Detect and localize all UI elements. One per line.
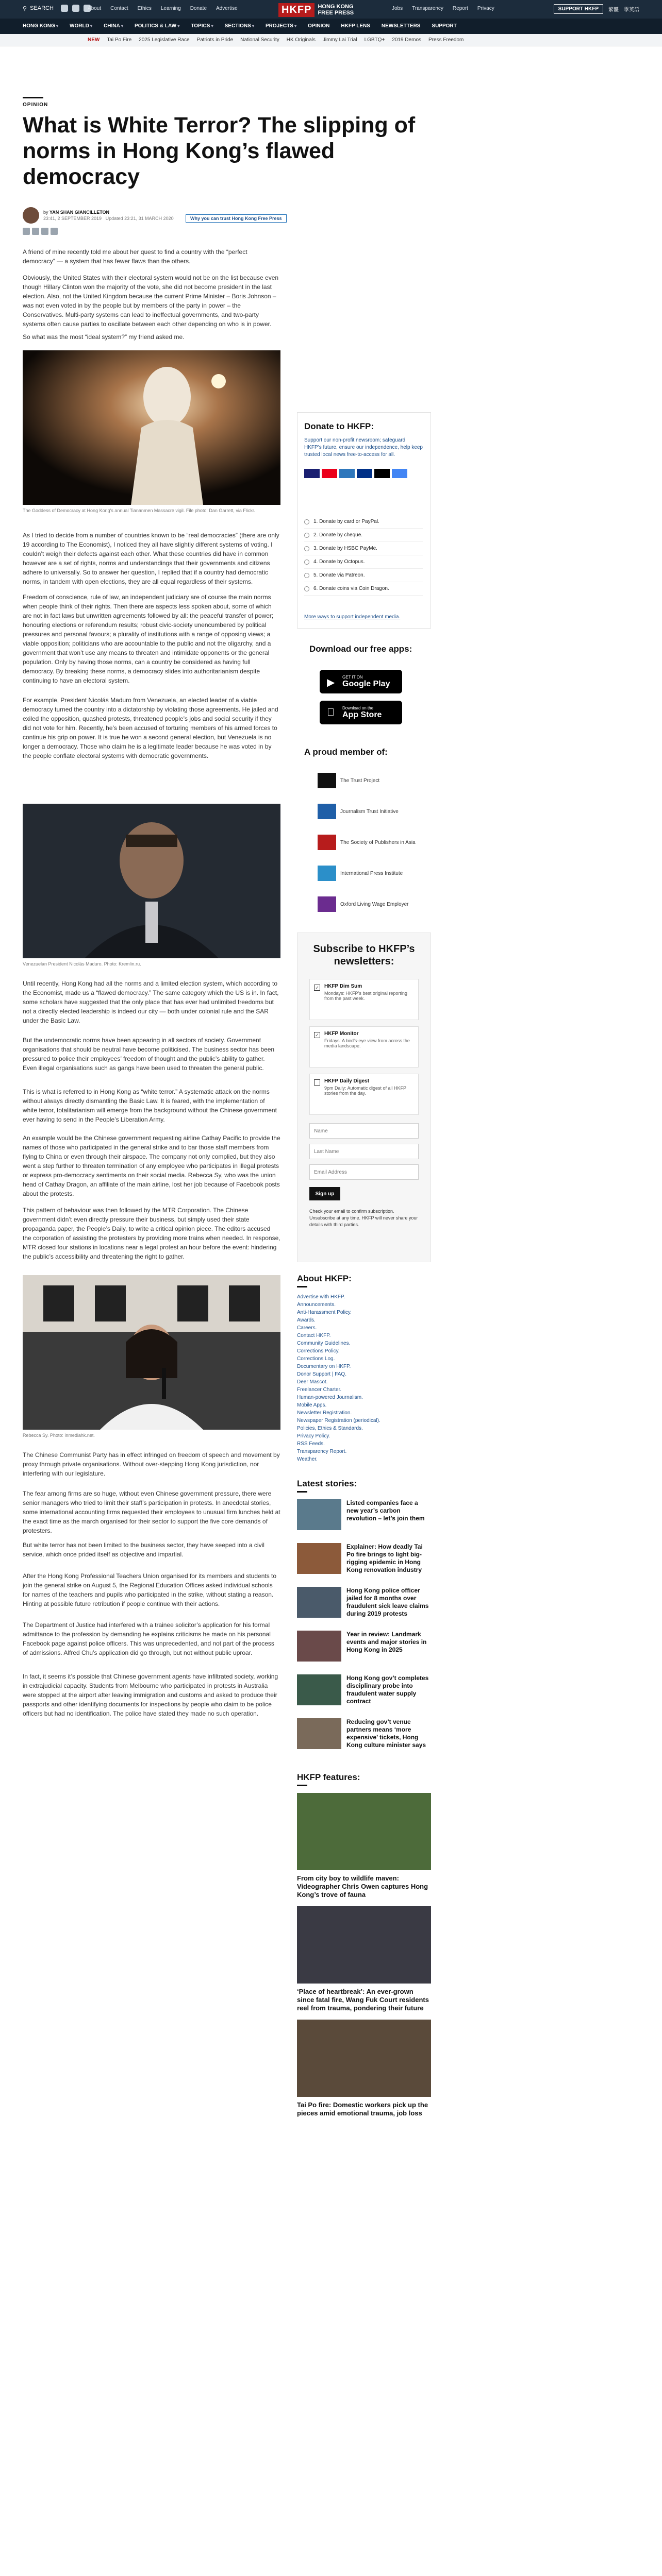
signup-note: Check your email to confirm subscription. Unsubscribe at any time. HKFP will never share your details with third parties. [309, 1209, 418, 1227]
donate-option-label: 6. Donate coins via Coin Dragon. [313, 585, 389, 591]
util-link-ethics[interactable]: Ethics [137, 6, 152, 11]
share-twitter-icon[interactable] [32, 228, 39, 235]
story-title[interactable]: Explainer: How deadly Tai Po fire brings to light big-rigging epidemic in Hong Kong renovation industry [346, 1543, 423, 1573]
about-item[interactable]: Donor Support | FAQ. [297, 1371, 346, 1377]
trending-item[interactable]: Patriots in Pride [196, 37, 234, 43]
share-facebook-icon[interactable] [23, 228, 30, 235]
story-thumbnail[interactable] [297, 1718, 341, 1749]
article-paragraph: A friend of mine recently told me about her quest to find a country with the “perfect democracy” — a system that has fewer flaws than the others. [23, 248, 247, 265]
about-item[interactable]: Careers. [297, 1325, 317, 1331]
mastercard-icon [322, 469, 337, 478]
latest-story[interactable] [297, 1631, 431, 1672]
nav-topics[interactable]: TOPICS ▾ [191, 23, 213, 29]
feature-image[interactable] [297, 1906, 431, 1984]
checkbox-checked[interactable]: ✓ [314, 1032, 320, 1038]
donate-title: Donate to HKFP: [304, 421, 374, 431]
trending-item[interactable]: Jimmy Lai Trial [322, 37, 357, 43]
photo-caption: Rebecca Sy. Photo: inmediahk.net. [23, 1433, 95, 1438]
newsletter-card[interactable] [309, 1074, 419, 1115]
radio-icon[interactable] [304, 560, 309, 565]
about-item[interactable]: Privacy Policy. [297, 1433, 330, 1439]
share-icons [23, 228, 58, 235]
author-name[interactable]: YAN SHAN GIANCILLETON [49, 210, 110, 215]
about-title: About HKFP: [297, 1274, 352, 1283]
kicker-rule [23, 97, 43, 98]
utility-left [23, 5, 91, 12]
about-item[interactable]: Awards. [297, 1317, 316, 1323]
trending-item[interactable]: LGBTQ+ [364, 37, 385, 43]
living-wage-icon [318, 896, 336, 912]
util-link-about[interactable]: About [88, 6, 102, 11]
article-kicker[interactable]: OPINION [23, 102, 48, 108]
nav-world[interactable]: WORLD ▾ [70, 23, 92, 29]
story-title[interactable]: Year in review: Landmark events and major stories in Hong Kong in 2025 [346, 1631, 427, 1653]
article-paragraph: But white terror has not been limited to the business sector, they have seeped into a civil service, which once prided itself as objective and impartial. [23, 1541, 264, 1558]
byline [23, 207, 174, 224]
trending-item[interactable]: 2025 Legislative Race [139, 37, 190, 43]
article-paragraph: An example would be the Chinese government requesting airline Cathay Pacific to provide the names of those who participated in the general strike and to bar those staff members from flying to China or even through their airspace. The company not only complied, but they also went a step further to threaten termination of any employee who participates in illegal protests or express pro-democracy sentiments on their social media. Rebecca Sy, who was the union head of Cathay Dragon, an affiliate of the main airline, lost her job because of Facebook posts about the protests. [23, 1134, 280, 1197]
newsletter-card[interactable] [309, 1026, 419, 1067]
donate-options [304, 515, 423, 596]
updated-date: Updated 23:21, 31 MARCH 2020 [105, 216, 174, 221]
signup-button[interactable]: Sign up [309, 1187, 340, 1200]
article-paragraph: The fear among firms are so huge, without even Chinese government pressure, there were senior managers who tried to limit their staff’s participation in protests. In anecdotal stories, some international accounting firms requested their employees to unusual firm lunches held at the exact time as the march organised for their sector to support the five core demands of protesters. [23, 1490, 280, 1534]
newsletter-desc: Mondays: HKFP’s best original reporting from the past week. [324, 991, 407, 1001]
util-link-jobs[interactable]: Jobs [392, 6, 403, 11]
nav-politics-law[interactable]: POLITICS & LAW ▾ [135, 23, 179, 29]
feature-story[interactable] [297, 1793, 431, 1899]
latest-story[interactable] [297, 1674, 431, 1716]
photo-caption: Venezuelan President Nicolás Maduro. Photo: Kremlin.ru. [23, 961, 141, 967]
search-label[interactable]: SEARCH [30, 5, 54, 11]
byline-text [43, 210, 174, 221]
nav-items [23, 23, 457, 29]
about-item[interactable]: Contact HKFP. [297, 1333, 331, 1338]
util-link-learning[interactable]: Learning [160, 6, 181, 11]
util-link-transparency[interactable]: Transparency [412, 6, 443, 11]
apple-icon [327, 707, 335, 719]
trending-item[interactable]: 2019 Demos [392, 37, 422, 43]
donate-more-link[interactable]: More ways to support independent media. [304, 614, 401, 620]
features-title: HKFP features: [297, 1772, 360, 1782]
member-logo[interactable] [318, 866, 403, 881]
story-thumbnail[interactable] [297, 1674, 341, 1705]
about-item[interactable]: Policies, Ethics & Standards. [297, 1426, 363, 1431]
about-item[interactable]: Advertise with HKFP. [297, 1294, 345, 1300]
about-item[interactable]: Transparency Report. [297, 1449, 347, 1454]
newsletter-name: HKFP Daily Digest [324, 1078, 370, 1084]
newsletter-name: HKFP Dim Sum [324, 984, 362, 989]
radio-icon[interactable] [304, 533, 309, 538]
trust-banner[interactable]: Why you can trust Hong Kong Free Press [186, 214, 287, 223]
latest-title: Latest stories: [297, 1479, 357, 1488]
member-name: The Trust Project [340, 777, 380, 784]
article-paragraph: But the undemocratic norms have been appearing in all sectors of society. Government organisations that should be neutral have become politicised. The business sector has been pressured to police their employees’ freedom of thought and the public’s ability to gather. Even illegal organisations such as gangs have been used to threaten the general public. [23, 1037, 275, 1072]
feature-image[interactable] [297, 2020, 431, 2097]
member-title: A proud member of: [304, 747, 388, 757]
about-item[interactable]: Corrections Policy. [297, 1348, 340, 1354]
author-line [43, 210, 174, 215]
google-play-button[interactable] [320, 670, 402, 693]
google-play-icon: ▶ [327, 677, 335, 688]
donate-option[interactable] [304, 555, 423, 569]
features-rule [297, 1785, 307, 1786]
main-nav [0, 19, 662, 34]
article-paragraph: This is what is referred to in Hong Kong as “white terror.” A systematic attack on the norms without always directly dismantling the Basic Law. It is feared, with the implementation of white terror, totalitarianism will emerge from the background without the Chinese government ever having to send in the People’s Liberation Army. [23, 1088, 277, 1123]
search-icon[interactable]: ⚲ [23, 5, 27, 12]
utility-bar [0, 0, 662, 19]
donate-option-label: 3. Donate by HSBC PayMe. [313, 545, 377, 551]
app-store-button[interactable] [320, 701, 402, 724]
app-store-small: Download on the [342, 705, 374, 710]
about-item[interactable]: Newspaper Registration (periodical). [297, 1418, 380, 1423]
story-title[interactable]: Listed companies face a new year’s carbon revolution – let’s join them [346, 1499, 425, 1522]
payment-icons [304, 469, 407, 478]
member-logo[interactable] [318, 835, 416, 850]
facebook-icon[interactable] [72, 5, 79, 12]
about-item[interactable]: Documentary on HKFP. [297, 1364, 351, 1369]
apps-title: Download our free apps: [309, 644, 412, 654]
donate-option[interactable] [304, 529, 423, 542]
about-item[interactable]: Corrections Log. [297, 1356, 335, 1362]
nav-hong-kong[interactable]: HONG KONG ▾ [23, 23, 58, 29]
donate-option-label: 1. Donate by card or PayPal. [313, 518, 379, 524]
feature-title[interactable]: From city boy to wildlife maven: Videographer Chris Owen captures Hong Kong’s trove of fauna [297, 1874, 428, 1899]
utility-right [554, 4, 639, 14]
share-whatsapp-icon[interactable] [41, 228, 48, 235]
radio-icon[interactable] [304, 546, 309, 551]
article-paragraph: Obviously, the United States with their electoral system would not be on the list because even though Hillary Clinton won the majority of the vote, she did not become president in the last election. Also, not the United Kingdom because the current Prime Minister – Boris Johnson – was not even voted in by the people but by members of the party in power – the Conservatives. Multi-party systems can lead to ineffectual governments, and two-party systems often cause parties to oscillate between each other depending on who is in power. [23, 274, 279, 328]
trending-new-label: NEW [88, 37, 100, 43]
article-paragraph: This pattern of behaviour was then followed by the MTR Corporation. The Chinese government didn’t even directly pressure their business, but simply used their state propaganda paper, the People’s Daily, to write a critical opinion piece. The editors accused the corporation of assisting the protesters by providing more trains when needed. In response, MTR closed four stations in locations near a legal protest an hour before the event: hindering the public’s accessibility and threatening the right to gather. [23, 1207, 280, 1260]
date-line [43, 216, 174, 221]
article-paragraph: For example, President Nicolás Maduro from Venezuela, an elected leader of a viable democracy turned the country into a dictatorship by violating those agreements. He jailed and exiled the opposition, quashed protests, threatened people’s jobs and social security if they did not vote for him. Recently, he’s been accused of torturing members of his armed forces to continue his grip on power. It is true he won a second general election, but Venezuela is no longer a democracy. Those who claim he is a legitimate leader because he was voted in by the people conflate electoral systems with democratic governments. [23, 697, 278, 759]
photo-caption: The Goddess of Democracy at Hong Kong's annual Tiananmen Massacre vigil. File photo: Dan Garrett, via Flickr. [23, 508, 255, 513]
author-avatar [23, 207, 39, 224]
member-name: Oxford Living Wage Employer [340, 901, 409, 907]
member-logo[interactable] [318, 773, 379, 788]
about-list [297, 1293, 431, 1463]
article-paragraph: The Department of Justice had interfered with a trainee solicitor’s application for his formal admittance to the profession by demanding he explains criticisms he made on his personal Facebook page against police officers. This was unprecedented, and not part of the process of admissions. Alfred Chu’s application did go through, but not without public uproar. [23, 1621, 274, 1656]
donate-option[interactable] [304, 582, 423, 596]
site-logo[interactable] [278, 2, 354, 18]
about-item[interactable]: Announcements. [297, 1302, 336, 1308]
email-field[interactable] [309, 1164, 419, 1180]
utility-links-right [392, 6, 494, 11]
subscribe-title: Subscribe to HKFP’s newsletters: [313, 943, 415, 967]
ipi-icon [318, 866, 336, 881]
article-paragraph: As I tried to decide from a number of countries known to be “real democracies” (there are only 19 according to The Economist), I noticed they all have slightly different systems of voting. I couldn’t weigh their defects against each other. What these countries did have in common however are a set of rights, norms and understandings that their governments and citizens adhere to universally. So to answer her question, I replied that if a country had democratic norms, in tandem with open elections, they are all equal regardless of their systems. [23, 532, 279, 585]
newsletter-desc: 9pm Daily: Automatic digest of all HKFP stories from the day. [324, 1086, 406, 1096]
article-paragraph: In fact, it seems it’s possible that Chinese government agents have infiltrated society, working in extrajudicial capacity. Students from Melbourne who participated in protests in Australia were stopped at the airport after leaving immigration and customs and asked to produce their passports and other identifying documents for inspections by people who claim to be police officers but had no identification. The police have stated they made no such operation. [23, 1673, 278, 1717]
nav-sections[interactable]: SECTIONS ▾ [225, 23, 254, 29]
rebecca-photo-illustration [23, 1275, 280, 1430]
donate-option[interactable] [304, 542, 423, 555]
nav-hkfp-lens[interactable]: HKFP LENS [341, 23, 370, 29]
donate-intro[interactable]: Support our non-profit newsroom; safeguard HKFP’s future, ensure our independence, help keep trusted local news free-to-access for all. [304, 437, 423, 457]
util-link-privacy[interactable]: Privacy [477, 6, 494, 11]
about-item[interactable]: Weather. [297, 1456, 318, 1462]
feature-title[interactable]: Tai Po fire: Domestic workers pick up the pieces amid emotional trauma, job loss [297, 2101, 428, 2117]
latest-story[interactable] [297, 1718, 431, 1759]
donate-option-label: 5. Donate via Patreon. [313, 572, 365, 578]
googlepay-icon [392, 469, 407, 478]
article-headline: What is White Terror? The slipping of norms in Hong Kong’s flawed democracy [23, 113, 416, 189]
about-item[interactable]: Freelancer Charter. [297, 1387, 342, 1393]
support-hkfp-button[interactable]: SUPPORT HKFP [554, 4, 603, 14]
sopa-icon [318, 835, 336, 850]
trending-item[interactable]: National Security [240, 37, 279, 43]
donate-option-label: 4. Donate by Octopus. [313, 558, 365, 565]
about-item[interactable]: Mobile Apps. [297, 1402, 327, 1408]
last-name-field[interactable] [309, 1144, 419, 1159]
about-item[interactable]: Community Guidelines. [297, 1341, 351, 1346]
applepay-icon [374, 469, 390, 478]
article-paragraph: Freedom of conscience, rule of law, an independent judiciary are of course the main norms when people think of their rights. Then there are aspects less spoken about, some of which are not in fact laws but unwritten agreements followed by all: the peaceful transfer of power; honouring elections or referendum results; robust civic-society unencumbered by political pressures and personal favours; a plurality of institutions with a range of opposing views; a viable opposition; politicians who are accountable to the public and not the oligarchy, and a government that won’t use any means to threaten and intimidate opponents or the general population. Only by having those norms, can a country be considered as having full democracy. By breaking these norms, a democracy slides into authoritarianism despite continuing to have an electoral system. [23, 594, 274, 684]
about-item[interactable]: Human-powered Journalism. [297, 1395, 363, 1400]
share-email-icon[interactable] [51, 228, 58, 235]
goddess-photo-illustration [23, 350, 280, 505]
radio-icon[interactable] [304, 586, 309, 591]
visa-icon [304, 469, 320, 478]
logo-line2: FREE PRESS [318, 10, 354, 16]
utility-links [88, 6, 238, 11]
story-title[interactable]: Hong Kong gov’t completes disciplinary probe into fraudulent water supply contract [346, 1674, 429, 1705]
paypal-icon [357, 469, 372, 478]
donate-option[interactable] [304, 569, 423, 582]
story-title[interactable]: Hong Kong police officer jailed for 8 months over fraudulent sick leave claims during 2019 protests [346, 1587, 429, 1617]
member-name: The Society of Publishers in Asia [340, 839, 416, 845]
util-link-report[interactable]: Report [452, 6, 468, 11]
article-paragraph: The Chinese Communist Party has in effect infringed on freedom of speech and movement by proxy through private organisations. Without over-stepping Hong Kong jurisdiction, nor interfering with our legislature. [23, 1451, 280, 1477]
member-name: Journalism Trust Initiative [340, 808, 399, 815]
latest-story[interactable] [297, 1543, 431, 1584]
feature-story[interactable] [297, 2020, 431, 2117]
member-logo[interactable] [318, 896, 408, 912]
util-link-advertise[interactable]: Advertise [216, 6, 238, 11]
author-prefix: by [43, 210, 48, 215]
jti-icon [318, 804, 336, 819]
story-thumbnail[interactable] [297, 1587, 341, 1618]
nav-newsletters[interactable]: NEWSLETTERS [381, 23, 421, 29]
feature-story[interactable] [297, 1906, 431, 2012]
about-item[interactable]: Anti-Harassment Policy. [297, 1310, 352, 1315]
trending-item[interactable]: HK Originals [286, 37, 316, 43]
article-paragraph: Until recently, Hong Kong had all the norms and a limited election system, which according to the Economist, made us a “flawed democracy.” The same category which the US is in. In fact, some scholars have suggested that the only place that has ever had unlimited freedoms but not a directly elected leadership is indeed our city — both under colonial rule and the SAR under the Basic Law. [23, 980, 279, 1024]
util-link-contact[interactable]: Contact [110, 6, 128, 11]
about-item[interactable]: Newsletter Registration. [297, 1410, 352, 1416]
latest-story[interactable] [297, 1587, 431, 1628]
story-thumbnail[interactable] [297, 1631, 341, 1662]
maduro-photo-illustration [23, 804, 280, 958]
checkbox-unchecked[interactable] [314, 1079, 320, 1086]
publish-date: 23:41, 2 SEPTEMBER 2019 [43, 216, 102, 221]
nav-opinion[interactable]: OPINION [308, 23, 330, 29]
story-thumbnail[interactable] [297, 1499, 341, 1530]
article-paragraph: So what was the most “ideal system?” my friend asked me. [23, 333, 185, 341]
trust-project-icon [318, 773, 336, 788]
checkbox-checked[interactable]: ✓ [314, 985, 320, 991]
name-field[interactable] [309, 1123, 419, 1139]
radio-icon[interactable] [304, 573, 309, 578]
member-logo[interactable] [318, 804, 399, 819]
feature-title[interactable]: ‘Place of heartbreak’: An ever-grown since fatal fire, Wang Fuk Court residents reel from trauma, pondering their future [297, 1988, 429, 2012]
lang-traditional[interactable]: 繁體 [608, 7, 619, 13]
radio-icon[interactable] [304, 519, 309, 524]
photo-rebecca-sy [23, 1275, 280, 1430]
about-rule [297, 1286, 307, 1287]
nav-china[interactable]: CHINA ▾ [104, 23, 123, 29]
photo-maduro [23, 804, 280, 958]
trending-item[interactable]: Tai Po Fire [107, 37, 132, 43]
trending-items [88, 37, 464, 43]
twitter-icon[interactable] [61, 5, 68, 12]
story-thumbnail[interactable] [297, 1543, 341, 1574]
donate-option-label: 2. Donate by cheque. [313, 532, 363, 538]
google-play-small: GET IT ON [342, 674, 363, 680]
app-store-big: App Store [342, 710, 382, 719]
trending-bar [0, 34, 662, 46]
util-link-donate[interactable]: Donate [190, 6, 207, 11]
nav-projects[interactable]: PROJECTS ▾ [266, 23, 296, 29]
logo-box: HKFP [278, 3, 315, 17]
article-paragraph: After the Hong Kong Professional Teachers Union organised for its members and students to join the general strike on August 5, the Regional Education Offices asked individual schools for names of the teachers and pupils who participated in the strike, without stating a reason. Hinting at possible future retribution if people continue with their actions. [23, 1572, 277, 1607]
nav-support[interactable]: SUPPORT [432, 23, 457, 29]
newsletter-name: HKFP Monitor [324, 1031, 359, 1037]
photo-goddess-of-democracy [23, 350, 280, 505]
latest-story[interactable] [297, 1499, 431, 1540]
story-title[interactable]: Reducing gov’t venue partners means ‘more expensive’ tickets, Hong Kong culture minister says [346, 1718, 426, 1749]
about-item[interactable]: RSS Feeds. [297, 1441, 325, 1447]
google-play-big: Google Play [342, 679, 390, 688]
logo-line1: HONG KONG [318, 4, 354, 10]
newsletter-desc: Fridays: A bird’s-eye view from across the media landscape. [324, 1038, 410, 1048]
latest-rule [297, 1491, 307, 1493]
newsletter-card[interactable] [309, 979, 419, 1020]
trending-item[interactable]: Press Freedom [428, 37, 464, 43]
amex-icon [339, 469, 355, 478]
logo-text [318, 4, 354, 16]
about-item[interactable]: Deer Mascot. [297, 1379, 328, 1385]
feature-image[interactable] [297, 1793, 431, 1870]
donate-option[interactable] [304, 515, 423, 529]
member-name: International Press Institute [340, 870, 403, 876]
lang-learn[interactable]: 學英語 [624, 7, 639, 13]
